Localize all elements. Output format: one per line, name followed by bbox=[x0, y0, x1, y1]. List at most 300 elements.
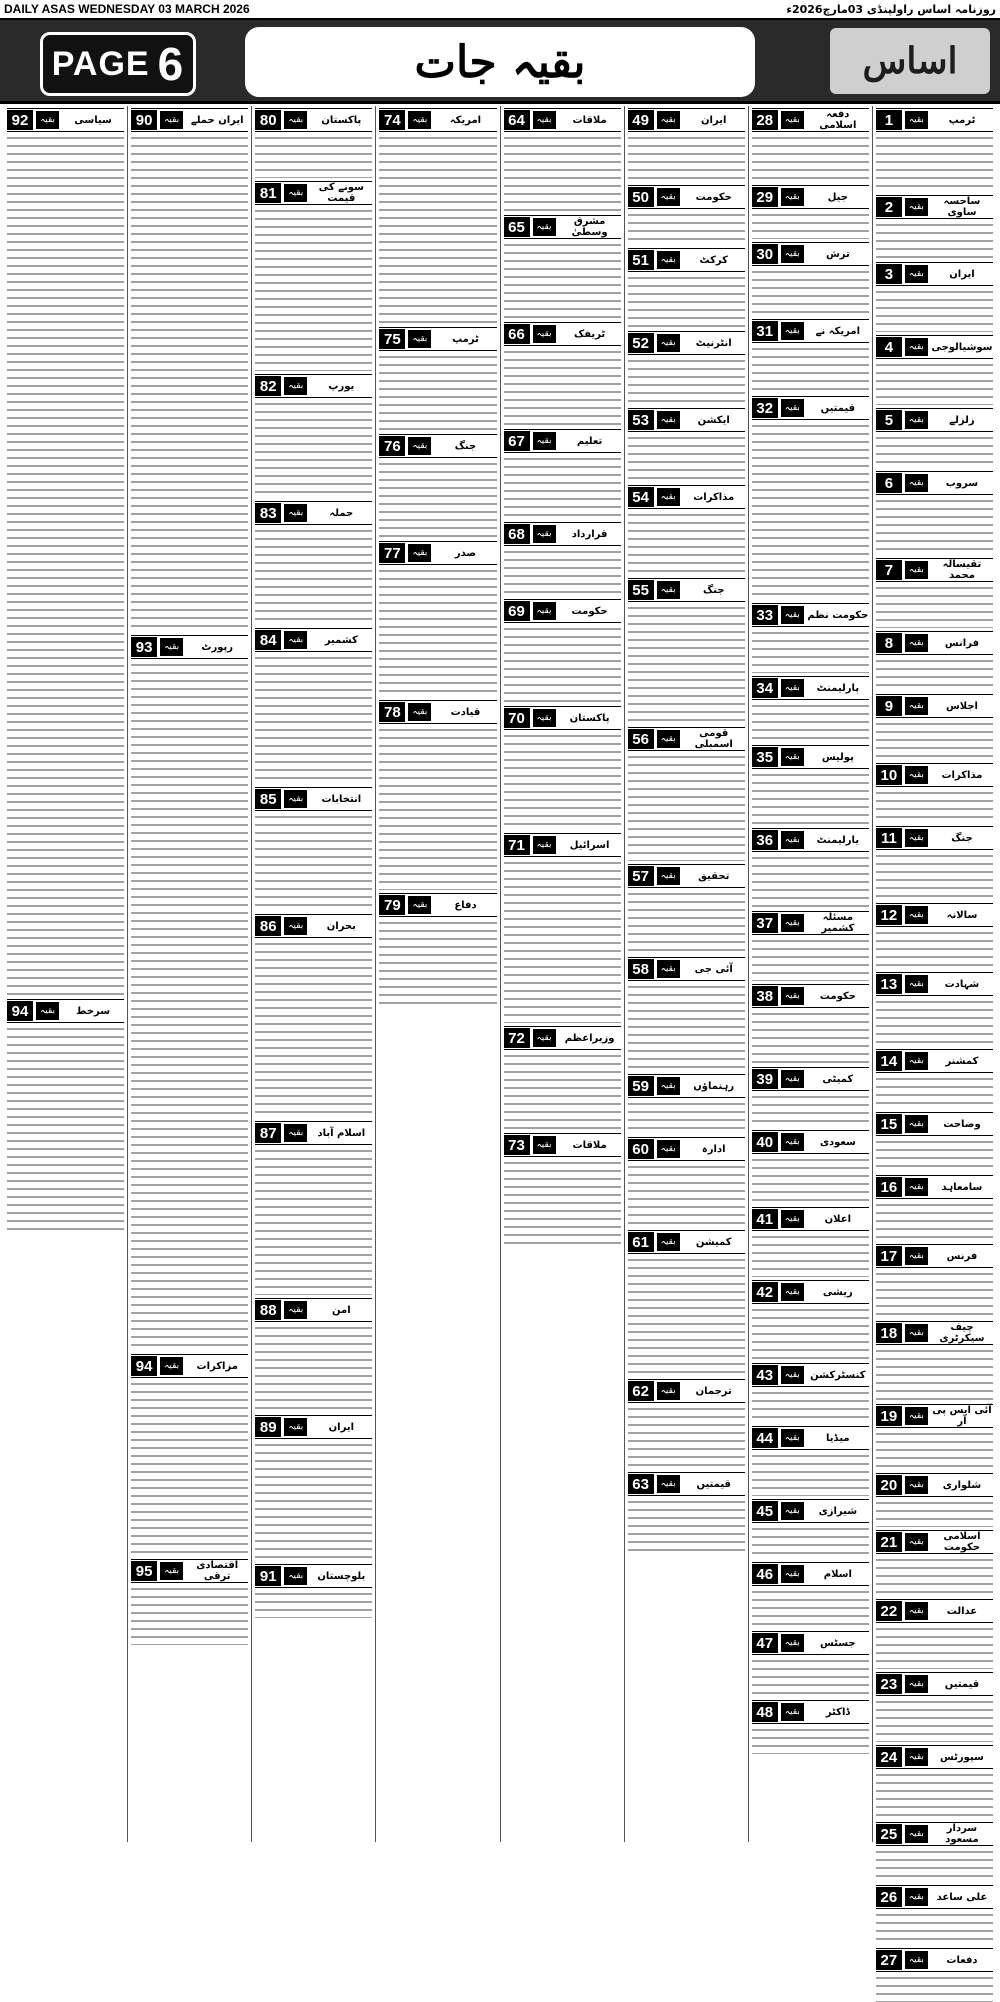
item-header bbox=[876, 903, 993, 927]
item-body-text bbox=[876, 1430, 993, 1470]
item-number: 65 bbox=[504, 217, 530, 237]
item-number: 71 bbox=[504, 835, 530, 855]
item-number: 54 bbox=[628, 487, 654, 507]
item-header bbox=[504, 322, 621, 346]
item-header bbox=[876, 1745, 993, 1769]
item-body-text bbox=[876, 1698, 993, 1742]
continuation-tag: بقیہ bbox=[160, 1562, 183, 1580]
continuation-item bbox=[752, 1130, 869, 1204]
continuation-tag: بقیہ bbox=[905, 829, 928, 847]
item-body-text bbox=[752, 268, 869, 316]
item-heading: پاکستان bbox=[321, 114, 362, 126]
item-number: 4 bbox=[876, 337, 902, 357]
item-heading: آئی ایس پی آر bbox=[932, 1405, 992, 1427]
continuation-tag: بقیہ bbox=[657, 730, 680, 748]
continuation-tag: بقیہ bbox=[905, 561, 928, 579]
item-body-text bbox=[752, 1010, 869, 1064]
item-body-text bbox=[752, 629, 869, 673]
item-heading: دفاع bbox=[454, 899, 477, 911]
continuation-item bbox=[504, 215, 621, 319]
continuation-tag: بقیہ bbox=[905, 1533, 928, 1551]
item-number: 19 bbox=[876, 1406, 902, 1426]
item-header bbox=[7, 108, 124, 132]
item-heading: کنسٹرکشن bbox=[810, 1369, 866, 1381]
item-number: 80 bbox=[255, 110, 281, 130]
item-number: 69 bbox=[504, 601, 530, 621]
page-label: PAGE bbox=[51, 44, 150, 83]
item-body-text bbox=[379, 919, 496, 1007]
continuation-item bbox=[876, 1244, 993, 1318]
article-columns bbox=[4, 106, 996, 1969]
item-heading: اجلاس bbox=[945, 700, 978, 712]
item-header bbox=[876, 1885, 993, 1909]
continuation-item bbox=[876, 1822, 993, 1882]
item-body-text bbox=[504, 1159, 621, 1247]
item-heading: سونے کی قیمت bbox=[318, 182, 364, 204]
continuation-tag: بقیہ bbox=[905, 1675, 928, 1693]
item-number: 56 bbox=[628, 729, 654, 749]
item-header bbox=[752, 1426, 869, 1450]
item-header bbox=[876, 335, 993, 359]
continuation-item bbox=[876, 1404, 993, 1470]
continuation-item bbox=[628, 578, 745, 724]
item-body-text bbox=[752, 1588, 869, 1628]
item-heading: مذاکرات bbox=[693, 491, 735, 503]
item-body-text bbox=[255, 1441, 372, 1561]
item-body-text bbox=[628, 1498, 745, 1552]
item-number: 72 bbox=[504, 1028, 530, 1048]
item-body-text bbox=[752, 1452, 869, 1496]
item-number: 27 bbox=[876, 1950, 902, 1970]
item-header bbox=[876, 763, 993, 787]
continuation-item bbox=[628, 957, 745, 1071]
item-body-text bbox=[752, 702, 869, 742]
item-header bbox=[504, 833, 621, 857]
continuation-item bbox=[628, 1379, 745, 1469]
item-number: 39 bbox=[752, 1069, 778, 1089]
item-body-text bbox=[628, 434, 745, 482]
continuation-tag: بقیہ bbox=[36, 1002, 59, 1020]
item-header bbox=[628, 957, 745, 981]
item-heading: ایکشن bbox=[697, 414, 730, 426]
item-body-text bbox=[504, 455, 621, 519]
item-body-text bbox=[876, 497, 993, 555]
item-header bbox=[504, 429, 621, 453]
item-number: 23 bbox=[876, 1674, 902, 1694]
item-header bbox=[628, 485, 745, 509]
item-heading: ملاقات bbox=[572, 1139, 607, 1151]
continuation-tag: بقیہ bbox=[905, 198, 928, 216]
item-number: 2 bbox=[876, 197, 902, 217]
item-number: 60 bbox=[628, 1139, 654, 1159]
item-body-text bbox=[255, 207, 372, 371]
continuation-item bbox=[876, 763, 993, 823]
item-number: 93 bbox=[131, 637, 157, 657]
newspaper-logo: اساس bbox=[830, 28, 990, 94]
continuation-item bbox=[876, 1473, 993, 1527]
continuation-item bbox=[628, 1472, 745, 1552]
continuation-tag: بقیہ bbox=[905, 111, 928, 129]
continuation-item bbox=[752, 1562, 869, 1628]
item-body-text bbox=[876, 789, 993, 823]
continuation-item bbox=[876, 826, 993, 900]
continuation-item bbox=[504, 522, 621, 596]
continuation-item bbox=[504, 599, 621, 703]
continuation-tag: بقیہ bbox=[781, 1565, 804, 1583]
item-body-text bbox=[876, 1201, 993, 1241]
item-number: 49 bbox=[628, 110, 654, 130]
item-number: 15 bbox=[876, 1114, 902, 1134]
continuation-tag: بقیہ bbox=[781, 1703, 804, 1721]
item-header bbox=[255, 1121, 372, 1145]
continuation-tag: بقیہ bbox=[657, 867, 680, 885]
item-header bbox=[628, 331, 745, 355]
continuation-item bbox=[255, 1121, 372, 1295]
item-body-text bbox=[752, 1726, 869, 1754]
item-body-text bbox=[876, 998, 993, 1046]
continuation-item bbox=[379, 434, 496, 538]
continuation-tag: بقیہ bbox=[781, 111, 804, 129]
item-body-text bbox=[628, 511, 745, 575]
item-heading: انتخابات bbox=[321, 793, 362, 805]
item-body-text bbox=[876, 134, 993, 192]
continuation-tag: بقیہ bbox=[781, 831, 804, 849]
item-heading: سیاسی bbox=[74, 114, 112, 126]
masthead-english: DAILY ASAS WEDNESDAY 03 MARCH 2026 bbox=[4, 2, 250, 16]
item-header bbox=[255, 181, 372, 205]
continuation-tag: بقیہ bbox=[781, 1502, 804, 1520]
item-body-text bbox=[752, 771, 869, 825]
item-body-text bbox=[628, 890, 745, 954]
item-body-text bbox=[255, 1147, 372, 1295]
continuation-tag: بقیہ bbox=[284, 504, 307, 522]
item-number: 57 bbox=[628, 866, 654, 886]
item-header bbox=[255, 1415, 372, 1439]
item-body-text bbox=[628, 1100, 745, 1134]
continuation-item bbox=[876, 903, 993, 969]
continuation-item bbox=[752, 603, 869, 673]
continuation-item bbox=[876, 262, 993, 332]
item-header bbox=[876, 195, 993, 219]
item-header bbox=[504, 108, 621, 132]
item-number: 75 bbox=[379, 329, 405, 349]
continuation-item bbox=[504, 429, 621, 519]
item-header bbox=[752, 603, 869, 627]
item-number: 42 bbox=[752, 1282, 778, 1302]
continuation-tag: بقیہ bbox=[781, 606, 804, 624]
continuation-tag: بقیہ bbox=[657, 581, 680, 599]
continuation-tag: بقیہ bbox=[905, 1247, 928, 1265]
continuation-item bbox=[752, 396, 869, 600]
item-heading: شیرازی bbox=[818, 1505, 858, 1517]
item-heading: وزیراعظم bbox=[564, 1032, 615, 1044]
continuation-item bbox=[876, 1948, 993, 2002]
continuation-item bbox=[131, 635, 248, 1351]
continuation-tag: بقیہ bbox=[905, 1324, 928, 1342]
continuation-item bbox=[131, 1559, 248, 1645]
item-heading: ریشی bbox=[822, 1286, 853, 1298]
item-number: 44 bbox=[752, 1428, 778, 1448]
item-header bbox=[379, 327, 496, 351]
item-body-text bbox=[504, 548, 621, 596]
item-number: 13 bbox=[876, 974, 902, 994]
continuation-tag: بقیہ bbox=[284, 1124, 307, 1142]
continuation-tag: بقیہ bbox=[905, 474, 928, 492]
page-title: بقیہ جات bbox=[245, 27, 755, 97]
item-body-text bbox=[752, 937, 869, 981]
continuation-item bbox=[131, 1354, 248, 1556]
item-heading: رپورٹ bbox=[201, 641, 233, 653]
page-number-box bbox=[40, 32, 196, 96]
item-header bbox=[752, 911, 869, 935]
continuation-item bbox=[379, 108, 496, 324]
continuation-tag: بقیہ bbox=[781, 245, 804, 263]
item-body-text bbox=[876, 1270, 993, 1318]
item-heading: پارلیمنٹ bbox=[816, 682, 860, 694]
item-header bbox=[752, 1067, 869, 1091]
continuation-tag: بقیہ bbox=[905, 1951, 928, 1969]
item-heading: کمشنر bbox=[945, 1055, 979, 1067]
continuation-item bbox=[876, 471, 993, 555]
item-heading: زلزلے bbox=[949, 414, 975, 426]
item-number: 1 bbox=[876, 110, 902, 130]
continuation-item bbox=[752, 1499, 869, 1559]
item-number: 29 bbox=[752, 187, 778, 207]
item-heading: شہادت bbox=[944, 978, 980, 990]
item-number: 17 bbox=[876, 1246, 902, 1266]
item-body-text bbox=[628, 1163, 745, 1227]
continuation-item bbox=[876, 1112, 993, 1172]
item-body-text bbox=[255, 813, 372, 911]
item-number: 64 bbox=[504, 110, 530, 130]
continuation-item bbox=[255, 1564, 372, 1618]
item-heading: سپورٹس bbox=[940, 1751, 984, 1763]
item-body-text bbox=[628, 1256, 745, 1376]
item-header bbox=[752, 108, 869, 132]
column-8 bbox=[4, 106, 127, 1842]
continuation-tag: بقیہ bbox=[533, 111, 556, 129]
item-body-text bbox=[876, 361, 993, 405]
item-heading: ملاقات bbox=[572, 114, 607, 126]
continuation-tag: بقیہ bbox=[284, 111, 307, 129]
continuation-item bbox=[876, 335, 993, 405]
item-number: 21 bbox=[876, 1532, 902, 1552]
item-body-text bbox=[876, 1911, 993, 1945]
column-6 bbox=[251, 106, 375, 1842]
continuation-tag: بقیہ bbox=[284, 917, 307, 935]
item-header bbox=[255, 628, 372, 652]
item-body-text bbox=[876, 221, 993, 259]
item-number: 24 bbox=[876, 1747, 902, 1767]
item-heading: مسئلہ کشمیر bbox=[821, 912, 855, 934]
item-header bbox=[504, 599, 621, 623]
item-number: 34 bbox=[752, 678, 778, 698]
continuation-item bbox=[876, 972, 993, 1046]
continuation-item bbox=[876, 1321, 993, 1401]
item-header bbox=[379, 893, 496, 917]
item-header bbox=[752, 242, 869, 266]
item-heading: جنگ bbox=[454, 440, 477, 452]
item-header bbox=[255, 1298, 372, 1322]
continuation-tag: بقیہ bbox=[657, 1233, 680, 1251]
item-number: 68 bbox=[504, 524, 530, 544]
item-number: 79 bbox=[379, 895, 405, 915]
continuation-item bbox=[504, 706, 621, 830]
item-header bbox=[876, 471, 993, 495]
item-header bbox=[876, 1672, 993, 1696]
item-number: 59 bbox=[628, 1076, 654, 1096]
continuation-item bbox=[255, 914, 372, 1118]
continuation-tag: بقیہ bbox=[905, 1888, 928, 1906]
item-body-text bbox=[504, 348, 621, 426]
item-number: 37 bbox=[752, 913, 778, 933]
continuation-item bbox=[876, 1049, 993, 1109]
continuation-tag: بقیہ bbox=[533, 325, 556, 343]
item-header bbox=[255, 108, 372, 132]
item-header bbox=[752, 1631, 869, 1655]
continuation-item bbox=[876, 1175, 993, 1241]
item-number: 95 bbox=[131, 1561, 157, 1581]
item-header bbox=[628, 1472, 745, 1496]
continuation-tag: بقیہ bbox=[36, 111, 59, 129]
item-number: 31 bbox=[752, 321, 778, 341]
item-number: 91 bbox=[255, 1566, 281, 1586]
item-body-text bbox=[876, 584, 993, 628]
item-number: 81 bbox=[255, 183, 281, 203]
item-header bbox=[379, 541, 496, 565]
continuation-tag: بقیہ bbox=[160, 638, 183, 656]
continuation-item bbox=[876, 1885, 993, 1945]
continuation-tag: بقیہ bbox=[533, 218, 556, 236]
continuation-item bbox=[504, 108, 621, 212]
item-heading: ٹرمپ bbox=[948, 114, 976, 126]
item-number: 62 bbox=[628, 1381, 654, 1401]
item-header bbox=[876, 1321, 993, 1345]
item-number: 51 bbox=[628, 250, 654, 270]
item-header bbox=[255, 914, 372, 938]
item-header bbox=[752, 1363, 869, 1387]
item-body-text bbox=[876, 929, 993, 969]
continuation-tag: بقیہ bbox=[781, 322, 804, 340]
item-body-text bbox=[131, 661, 248, 1351]
item-number: 33 bbox=[752, 605, 778, 625]
continuation-tag: بقیہ bbox=[657, 111, 680, 129]
item-number: 55 bbox=[628, 580, 654, 600]
continuation-tag: بقیہ bbox=[657, 188, 680, 206]
continuation-item bbox=[255, 374, 372, 498]
item-number: 22 bbox=[876, 1601, 902, 1621]
continuation-item bbox=[628, 1230, 745, 1376]
continuation-item bbox=[504, 833, 621, 1023]
continuation-tag: بقیہ bbox=[905, 1115, 928, 1133]
item-heading: اقتصادی ترقی bbox=[196, 1560, 239, 1582]
item-number: 14 bbox=[876, 1051, 902, 1071]
continuation-tag: بقیہ bbox=[657, 1140, 680, 1158]
continuation-item bbox=[379, 327, 496, 431]
item-body-text bbox=[628, 604, 745, 724]
item-header bbox=[131, 1354, 248, 1378]
item-heading: کمیشن bbox=[695, 1236, 732, 1248]
continuation-item bbox=[876, 195, 993, 259]
masthead-line bbox=[0, 0, 1000, 18]
item-body-text bbox=[876, 1848, 993, 1882]
item-header bbox=[876, 108, 993, 132]
continuation-item bbox=[752, 1700, 869, 1754]
item-heading: فرنس bbox=[946, 1250, 978, 1262]
item-heading: آئی جی bbox=[694, 963, 733, 975]
item-heading: جنگ bbox=[951, 832, 973, 844]
item-heading: ترجمان bbox=[695, 1385, 732, 1397]
continuation-tag: بقیہ bbox=[533, 602, 556, 620]
item-header bbox=[876, 262, 993, 286]
continuation-tag: بقیہ bbox=[284, 1418, 307, 1436]
item-header bbox=[876, 558, 993, 582]
item-header bbox=[628, 1074, 745, 1098]
continuation-item bbox=[131, 108, 248, 632]
item-heading: جیل bbox=[827, 191, 848, 203]
continuation-item bbox=[752, 745, 869, 825]
item-heading: حکومت bbox=[571, 605, 608, 617]
item-body-text bbox=[876, 1974, 993, 2002]
item-number: 36 bbox=[752, 830, 778, 850]
item-body-text bbox=[379, 460, 496, 538]
column-4 bbox=[500, 106, 624, 1842]
continuation-item bbox=[7, 108, 124, 996]
continuation-tag: بقیہ bbox=[781, 987, 804, 1005]
item-body-text bbox=[379, 353, 496, 431]
page-banner bbox=[0, 18, 1000, 104]
item-heading: اسلام bbox=[823, 1568, 852, 1580]
item-body-text bbox=[752, 1657, 869, 1697]
item-heading: امن bbox=[332, 1304, 351, 1316]
item-body-text bbox=[876, 1556, 993, 1596]
continuation-item bbox=[752, 1067, 869, 1127]
item-header bbox=[876, 972, 993, 996]
item-body-text bbox=[255, 1590, 372, 1618]
continuation-item bbox=[752, 319, 869, 393]
item-header bbox=[255, 501, 372, 525]
item-heading: پولیس bbox=[821, 751, 854, 763]
item-body-text bbox=[504, 859, 621, 1023]
continuation-tag: بقیہ bbox=[533, 525, 556, 543]
item-number: 77 bbox=[379, 543, 405, 563]
continuation-item bbox=[876, 1672, 993, 1742]
item-number: 67 bbox=[504, 431, 530, 451]
continuation-tag: بقیہ bbox=[284, 790, 307, 808]
continuation-tag: بقیہ bbox=[160, 111, 183, 129]
item-heading: تعلیم bbox=[576, 435, 603, 447]
continuation-tag: بقیہ bbox=[905, 906, 928, 924]
item-heading: سوشیالوجی bbox=[931, 341, 993, 353]
continuation-item bbox=[379, 893, 496, 1007]
item-body-text bbox=[876, 720, 993, 760]
item-heading: کمیٹی bbox=[822, 1073, 854, 1085]
item-heading: تقیسالہ محمد bbox=[942, 559, 982, 581]
continuation-tag: بقیہ bbox=[408, 896, 431, 914]
continuation-item bbox=[255, 181, 372, 371]
item-number: 26 bbox=[876, 1887, 902, 1907]
continuation-item bbox=[255, 1415, 372, 1561]
item-body-text bbox=[504, 732, 621, 830]
item-body-text bbox=[255, 527, 372, 625]
item-body-text bbox=[752, 422, 869, 600]
item-heading: ایران bbox=[701, 114, 727, 126]
item-number: 30 bbox=[752, 244, 778, 264]
column-1 bbox=[872, 106, 996, 1969]
item-body-text bbox=[255, 940, 372, 1118]
continuation-tag: بقیہ bbox=[533, 709, 556, 727]
item-header bbox=[876, 1473, 993, 1497]
